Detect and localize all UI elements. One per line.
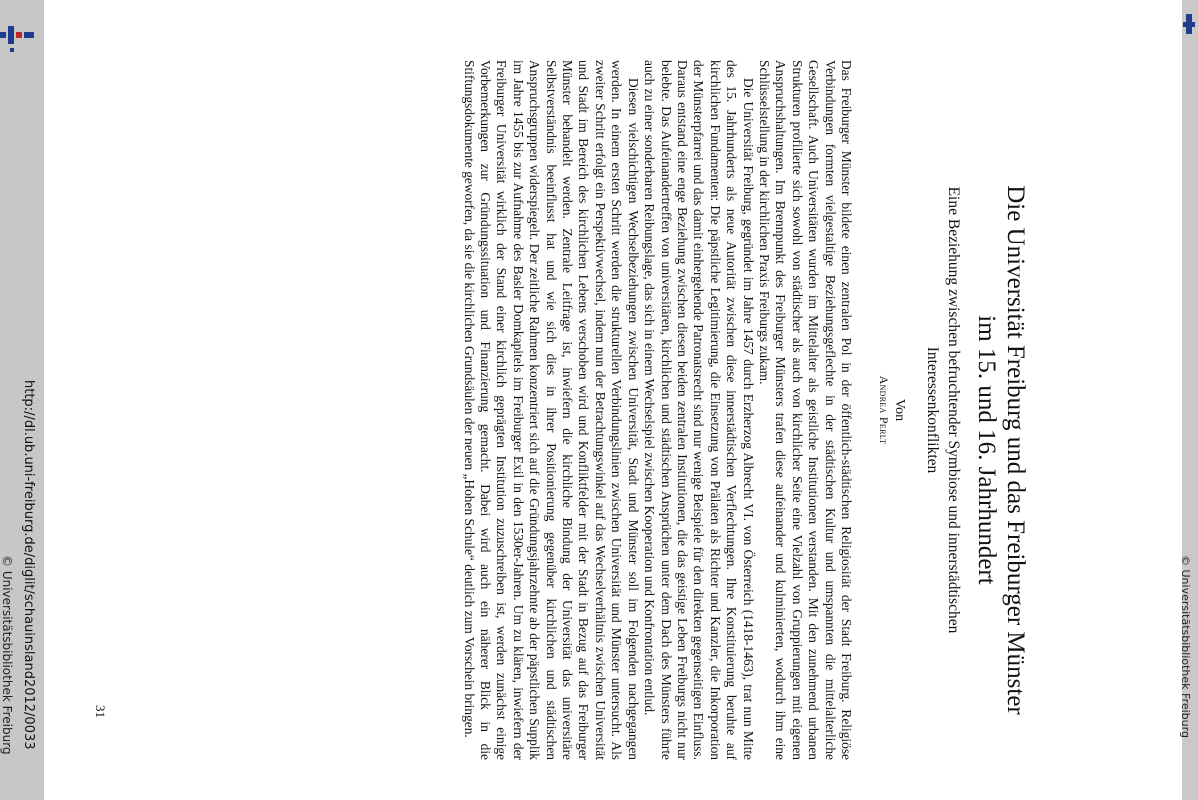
document-page: [130, 60, 1030, 760]
copyright-right: © Universitätsbibliothek Freiburg: [1179, 555, 1192, 738]
library-logo-icon: [0, 14, 36, 54]
document-url[interactable]: http://dl.ub.uni-freiburg.de/diglit/schauinsland2012/0033: [21, 380, 36, 750]
article-body: [460, 60, 854, 760]
paragraph-1: Das Freiburger Münster bildete einen zentralen Pol in der öffentlich-städtischen Religiosität der Stadt Freiburg. Religiöse Verbindungen formten vielgestaltige Beziehungsgeflechte in der städtischen Kultur und umspannten die mittelalterliche Gesellschaft. Auch Universitäten wurden im Mittelalter als geistliche Institutionen verstanden. Mit den zunehmend urbanen Strukturen profilierte sich sowohl von städtischer als auch von kirchlicher Seite eine Vielzahl von Gruppierungen mit eigenen Anspruchshaltungen. Im Brennpunkt des Freiburger Münsters trafen diese aufeinander und kulminierten, wodurch ihm eine Schlüsselstellung in der kirchlichen Praxis Freiburgs zukam.: [756, 60, 854, 760]
article-subtitle: [922, 60, 964, 760]
paragraph-2: Die Universität Freiburg, gegründet im Jahre 1457 durch Erzherzog Albrecht VI. von Österreich (1418-1463), trat nun Mitte des 15. Jahrhunderts als neue Autorität zwischen diese innerstädtischen Verflechtungen. Ihre Konstituierung beruhte auf kirchlichen Fundamenten: Die päpstliche Legitimierung, die Einsetzung von Prälaten als Richter und Kanzler, die Inkorporation der Münsterpfarrei und das damit einhergehende Patronatsrecht sind nur wenige Beispiele für den direkten gegenseitigen Einfluss. Daraus entstand eine enge Beziehung zwischen diesen beiden zentralen Institutionen, die das geistige Leben Freiburgs nicht nur belebte. Das Aufeinandertreffen von universitären, kirchlichen und städtischen Ansprüchen unter dem Dach des Münsters führte auch zu einer sonderbaren Reibungslage, das sich in einem Wechselspiel zwischen Kooperation und Konfrontation entlud.: [642, 60, 756, 760]
subtitle-line-2: Interessenkonflikten: [924, 346, 941, 474]
article-title: [972, 60, 1030, 800]
page-number: 31: [93, 705, 108, 718]
paragraph-3: Diesen vielschichtigen Wechselbeziehungen zwischen Universität, Stadt und Münster soll im Folgenden nachgegangen werden. In einem ersten Schritt werden die strukturellen Verbindungslinien zwischen Universität und Münster untersucht. Als zweiter Schritt erfolgt ein Perspektivwechsel, indem nun der Betrachtungswinkel auf das Wechselverhältnis zwischen Universität und Stadt im Bereich des kirchlichen Lebens verschoben wird und Konfliktfelder mit der Stadt in Bezug auf das Freiburger Münster behandelt werden. Zentrale Leitfrage ist, inwiefern die kirchliche Bindung der Universität das universitäre Selbstverständnis beeinflusst hat und wie sich dies in ihrer Positionierung gegenüber kirchlichen und städtischen Anspruchsgruppen widerspiegelt. Der zeitliche Rahmen konzentriert sich auf die Gründungsjahrzehnte ab der päpstlichen Supplik im Jahre 1455 bis zur Aufnahme des Basler Domkapitels im Freiburger Exil in den 1530er-Jahren. Um zu klären, inwiefern der Freiburger Universität wirklich der Stand einer kirchlich geprägten Institution zuzuschreiben ist, werden zunächst einige Vorbemerkungen zur Gründungssituation und Finanzierung gemacht. Dabei wird auch ein näherer Blick in die Stiftungsdokumente geworfen, da sie die kirchlichen Grundsäulen der neuen „Hohen Schule“ deutlich zum Vorschein bringen.: [461, 60, 641, 760]
title-line-2: im 15. und 16. Jahrhundert: [973, 315, 1000, 585]
library-logo-small-icon: [1183, 10, 1195, 40]
subtitle-line-1: Eine Beziehung zwischen befruchtender Symbiose und innerstädtischen: [945, 186, 962, 634]
copyright-left: © Universitätsbibliothek Freiburg: [0, 555, 14, 755]
author-name: Andrea Perlt: [877, 375, 891, 445]
byline: Von: [892, 398, 907, 422]
title-line-1: Die Universität Freiburg und das Freiburger Münster: [1002, 185, 1029, 715]
